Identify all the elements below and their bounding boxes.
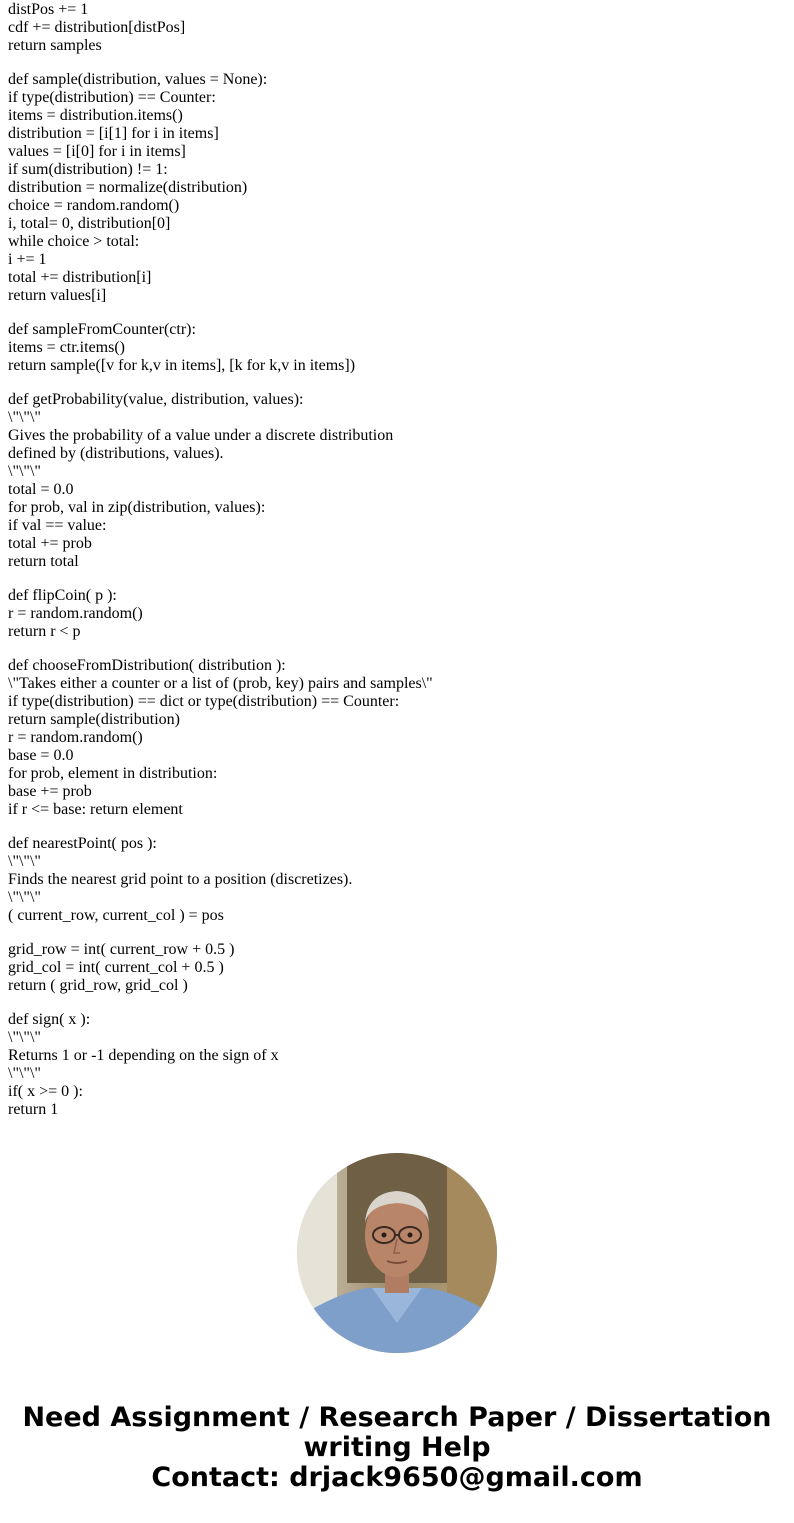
code-line: \"\"\" [8,889,41,906]
code-line: \"\"\" [8,1029,41,1046]
code-line: return sample([v for k,v in items], [k for k,v in items]) [8,357,356,374]
code-line: grid_row = int( current_row + 0.5 ) [8,941,235,958]
code-line: return ( grid_row, grid_col ) [8,977,188,994]
code-line: if type(distribution) == dict or type(distribution) == Counter: [8,693,400,710]
banner-line-3: Contact: drjack9650@gmail.com [151,1462,643,1493]
promo-banner [10,1403,784,1493]
code-line: \"Takes either a counter or a list of (prob, key) pairs and samples\" [8,675,433,692]
code-line: base = 0.0 [8,747,74,764]
code-line: choice = random.random() [8,197,180,214]
code-line: total += distribution[i] [8,269,152,286]
author-avatar [297,1153,497,1353]
code-line: return values[i] [8,287,107,304]
code-line: Returns 1 or -1 depending on the sign of x [8,1047,279,1064]
code-line: for prob, val in zip(distribution, values): [8,499,266,516]
code-line: distribution = [i[1] for i in items] [8,125,219,142]
banner-line-1: Need Assignment / Research Paper / Dissertation [22,1402,772,1433]
code-block-gap [8,571,788,587]
code-line: base += prob [8,783,92,800]
code-block-gap [8,305,788,321]
code-line: return 1 [8,1101,59,1118]
code-block-gap [8,819,788,835]
code-line: ( current_row, current_col ) = pos [8,907,224,924]
code-line: items = ctr.items() [8,339,125,356]
code-line: def sign( x ): [8,1011,91,1028]
code-line: \"\"\" [8,853,41,870]
code-line: r = random.random() [8,605,143,622]
code-line: while choice > total: [8,233,140,250]
code-line: values = [i[0] for i in items] [8,143,186,160]
code-block-gap [8,375,788,391]
code-line: distribution = normalize(distribution) [8,179,248,196]
code-line: Gives the probability of a value under a discrete distribution [8,427,394,444]
code-line: if r <= base: return element [8,801,183,818]
author-photo [297,1153,497,1353]
code-line: return total [8,553,79,570]
code-line: \"\"\" [8,463,41,480]
code-line: Finds the nearest grid point to a position (discretizes). [8,871,353,888]
code-line: grid_col = int( current_col + 0.5 ) [8,959,224,976]
code-line: def sampleFromCounter(ctr): [8,321,196,338]
code-line: i += 1 [8,251,47,268]
code-line: items = distribution.items() [8,107,183,124]
code-block-gap [8,925,788,941]
code-line: def chooseFromDistribution( distribution ): [8,657,286,674]
code-line: \"\"\" [8,1065,41,1082]
code-line: return r < p [8,623,81,640]
code-line: cdf += distribution[distPos] [8,19,186,36]
code-line: def nearestPoint( pos ): [8,835,157,852]
code-block-gap [8,55,788,71]
code-line: return samples [8,37,102,54]
code-line: i, total= 0, distribution[0] [8,215,171,232]
banner-line-2: writing Help [303,1432,491,1463]
code-line: total += prob [8,535,92,552]
code-listing [8,1,788,1121]
code-line: def getProbability(value, distribution, values): [8,391,304,408]
code-line: if val == value: [8,517,107,534]
code-line: r = random.random() [8,729,143,746]
code-line: def sample(distribution, values = None): [8,71,268,88]
code-block-gap [8,641,788,657]
code-line: return sample(distribution) [8,711,180,728]
code-line: def flipCoin( p ): [8,587,117,604]
code-block-gap [8,995,788,1011]
code-line: defined by (distributions, values). [8,445,224,462]
code-line: if( x >= 0 ): [8,1083,83,1100]
code-line: distPos += 1 [8,1,89,18]
code-line: for prob, element in distribution: [8,765,218,782]
code-line: total = 0.0 [8,481,74,498]
code-line: \"\"\" [8,409,41,426]
code-line: if sum(distribution) != 1: [8,161,168,178]
code-line: if type(distribution) == Counter: [8,89,216,106]
